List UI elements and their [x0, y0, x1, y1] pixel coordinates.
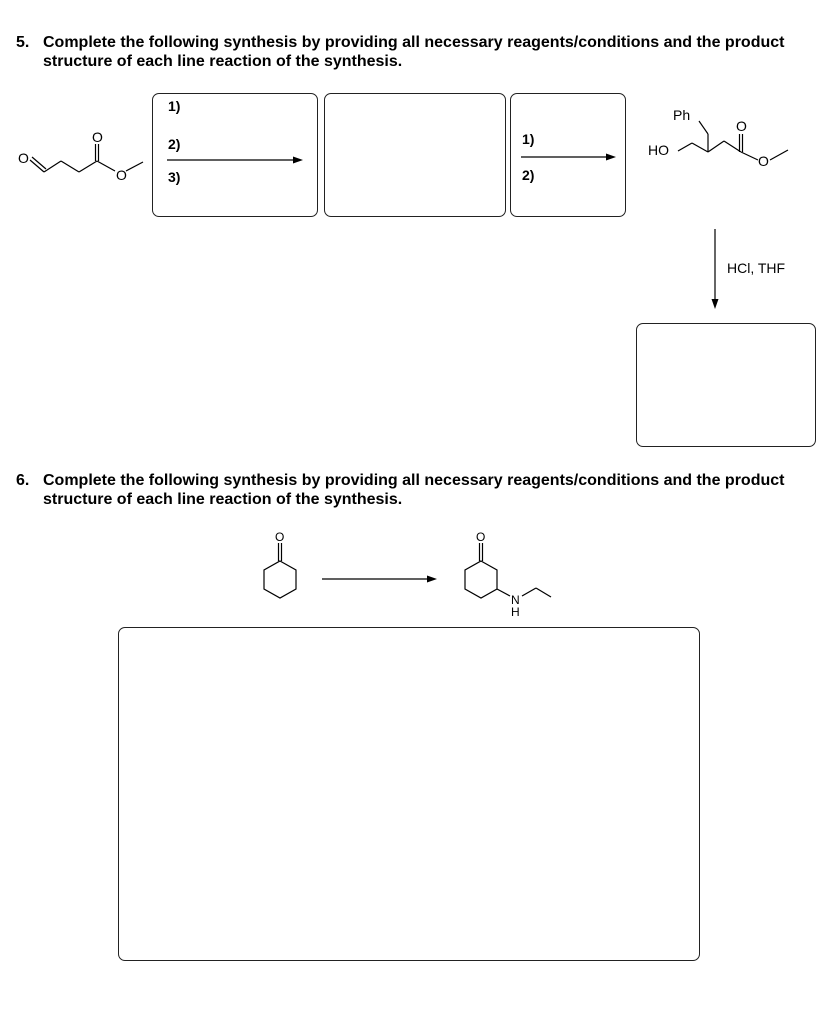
aminoketone-nh-hydrogen: H — [511, 605, 520, 619]
cyclohexanone-structure — [264, 543, 296, 598]
aminoketone-nitrogen: N — [511, 593, 520, 607]
reagent-box-1-step-3: 3) — [168, 169, 181, 185]
sm-aldehyde-oxygen: O — [18, 150, 29, 166]
question-6-number: 6. — [16, 472, 30, 489]
reagent-box-1-step-2: 2) — [168, 136, 181, 152]
sm-carbonyl-oxygen: O — [92, 129, 103, 145]
product-carbonyl-oxygen: O — [736, 118, 747, 134]
q6-reaction-arrow — [322, 576, 437, 583]
reagent-box-2-step-2: 2) — [522, 167, 535, 183]
reagent-box-2-step-1: 1) — [522, 131, 535, 147]
product-hydroxyl-label: HO — [648, 142, 669, 158]
question-5-number: 5. — [16, 34, 30, 51]
product-ester-oxygen: O — [758, 153, 769, 169]
question-5-text: Complete the following synthesis by providing all necessary reagents/conditions and the product structure of each line reaction of the synthesis. — [43, 34, 785, 70]
sm-ester-oxygen: O — [116, 167, 127, 183]
reagent-box-1-step-1: 1) — [168, 98, 181, 114]
cyclohexanone-oxygen: O — [275, 530, 285, 544]
aminoketone-structure — [465, 543, 551, 598]
product-phenyl-label: Ph — [673, 107, 691, 123]
question-6-text: Complete the following synthesis by providing all necessary reagents/conditions and the product structure of each line reaction of the synthesis. — [43, 472, 785, 508]
final-step-reagents: HCl, THF — [727, 260, 786, 276]
aminoketone-oxygen: O — [476, 530, 486, 544]
